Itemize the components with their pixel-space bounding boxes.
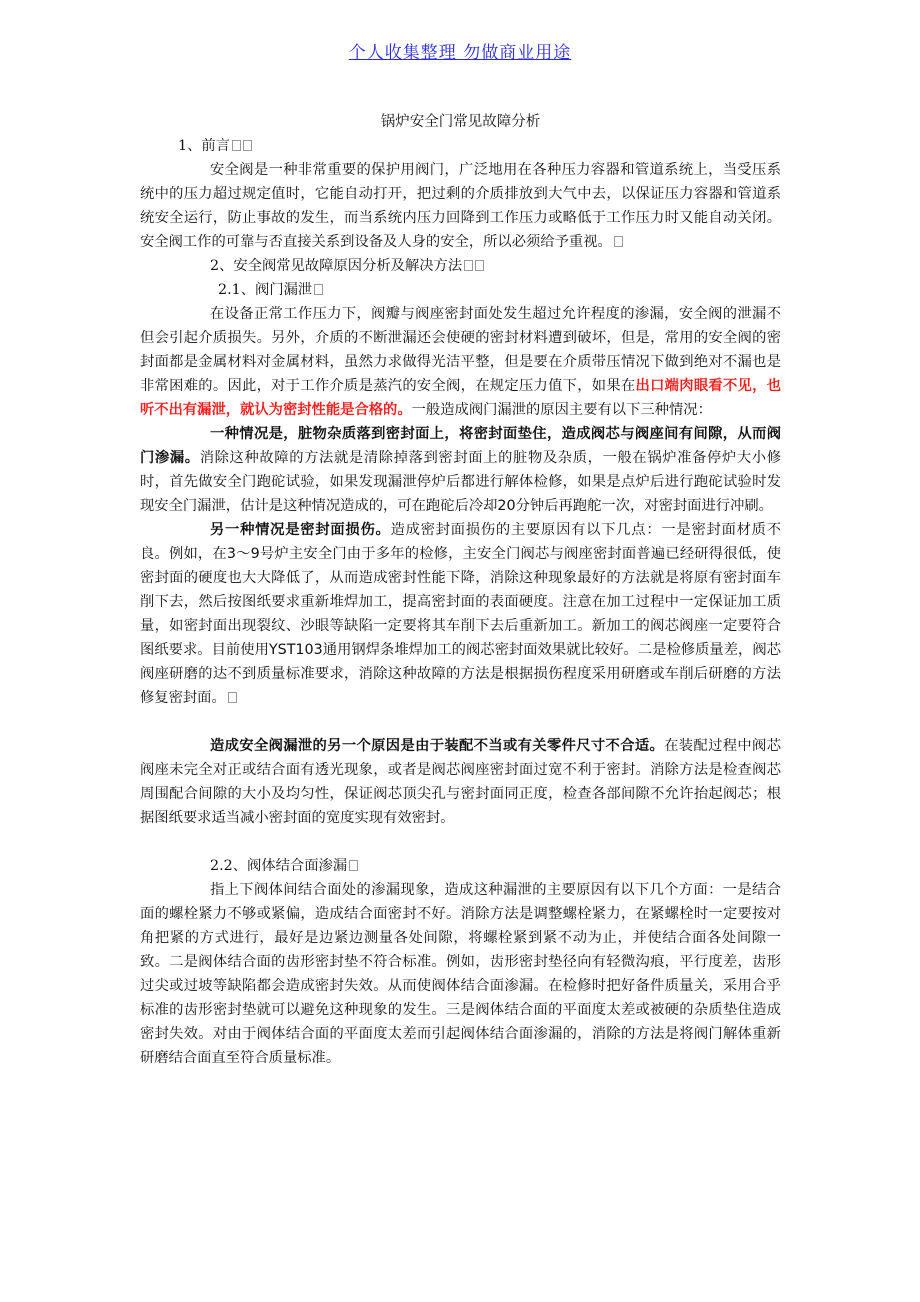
placeholder-glyph-icon [349, 860, 358, 871]
number-text: 3～9 [226, 546, 260, 562]
number-text: 20 [497, 498, 516, 514]
placeholder-glyph-icon [475, 260, 484, 271]
section-2-1-paragraph-2 [140, 422, 781, 518]
section-1-heading [140, 134, 781, 158]
section-2-2-heading [140, 854, 781, 878]
paragraph-text: 在设备正常工作压力下，阀瓣与阀座密封面处发生超过允许程度的渗漏，安全阀的泄漏不但会引起介质损失。另外，介质的不断泄漏还会使硬的密封材料遭到破坏，但是，常用的安全阀的密封面都是金属材料对金属材料，虽然力求做得光洁平整，但是要在介质带压情况下做到绝对不漏也是非常困难的。因此，对于工作介质是蒸汽的安全阀，在规定压力值下，如果在 [140, 306, 781, 394]
bold-lead-text: 造成安全阀漏泄的另一个原因是由于装配不当或有关零件尺寸不合适。 [210, 738, 665, 754]
document-title: 锅炉安全门常见故障分析 [380, 114, 541, 130]
document-body [140, 110, 781, 1070]
section-2-2-heading-text: 2.2、阀体结合面渗漏 [210, 858, 348, 874]
spacer [140, 830, 781, 854]
section-2-1-heading [140, 278, 781, 302]
bold-lead-text: 一种情况是，脏物杂质落到密封面上，将密封面垫住，造成阀芯与阀座间有间隙，从而阀门渗漏。 [140, 426, 781, 466]
placeholder-glyph-icon [232, 140, 241, 151]
section-2-1-paragraph-1 [140, 302, 781, 422]
section-2-heading-text: 2、安全阀常见故障原因分析及解决方法 [210, 258, 463, 274]
code-text: YST103 [268, 642, 323, 658]
paragraph-text: 消除这种故障的方法就是清除掉落到密封面上的脏物及杂质，一般在锅炉准备停炉大小修时，首先做安全门跑砣试验，如果发现漏泄停炉后都进行解体检修，如果是点炉后进行跑砣试验时发现安全门漏泄，估计是这种情况造成的，可在跑砣后冷却 [140, 450, 781, 514]
placeholder-glyph-icon [314, 284, 323, 295]
paragraph-text: 号炉主安全门由于多年的检修，主安全门阀芯与阀座密封面普遍已经研得很低，使密封面的硬度也大大降低了，从而造成密封性能下降，消除这种现象最好的方法就是将原有密封面车削下去，然后按图纸要求重新堆焊加工，提高密封面的表面硬度。注意在加工过程中一定保证加工质量，如密封面出现裂纹、沙眼等缺陷一定要将其车削下去后重新加工。新加工的阀芯阀座一定要符合图纸要求。目前使用 [140, 546, 782, 658]
section-1-paragraph-text: 安全阀是一种非常重要的保护用阀门，广泛地用在各种压力容器和管道系统上，当受压系统中的压力超过规定值时，它能自动打开，把过剩的介质排放到大气中去，以保证压力容器和管道系统安全运行，防止事故的发生，而当系统内压力回降到工作压力或略低于工作压力时又能自动关闭。安全阀工作的可靠与否直接关系到设备及人身的安全，所以必须给予重视。 [140, 162, 781, 250]
bold-lead-text: 另一种情况是密封面损伤。 [210, 522, 391, 538]
section-2-1-paragraph-3 [140, 518, 781, 710]
paragraph-text: 在装配过程中阀芯阀座未完全对正或结合面有透光现象，或者是阀芯阀座密封面过宽不利于密封。消除方法是检查阀芯周围配合间隙的大小及均匀性，保证阀芯顶尖孔与密封面同正度，检查各部间隙不允许抬起阀芯；根据图纸要求适当减小密封面的宽度实现有效密封。 [140, 738, 782, 826]
paragraph-text: 造成密封面损伤的主要原因有以下几点：一是密封面材质不良。例如，在 [140, 522, 782, 562]
paragraph-text: 分钟后再跑舵一次，对密封面进行冲刷。 [515, 498, 773, 514]
highlighted-text: 出口端肉眼看不见，也听不出有漏泄，就认为密封性能是合格的。 [140, 378, 781, 418]
paragraph-text: 一般造成阀门漏泄的原因主要有以下三种情况： [411, 402, 712, 418]
section-1-heading-text: 1、前言 [178, 138, 230, 154]
section-2-heading [140, 254, 781, 278]
section-2-1-heading-text: 2.1、阀门漏泄 [218, 282, 313, 298]
placeholder-glyph-icon [243, 140, 252, 151]
page-header: 个人收集整理 勿做商业用途 [348, 43, 572, 63]
section-1-paragraph [140, 158, 781, 254]
paragraph-text: 通用钢焊条堆焊加工的阀芯密封面效果就比较好。二是检修质量差，阀芯阀座研磨的达不到质量标准要求，消除这种故障的方法是根据损伤程度采用研磨或车削后研磨的方法修复密封面。 [140, 642, 781, 706]
section-2-2-paragraph-1 [140, 878, 781, 1070]
placeholder-glyph-icon [228, 692, 237, 703]
section-2-1-paragraph-4 [140, 734, 781, 830]
placeholder-glyph-icon [614, 236, 623, 247]
paragraph-text: 指上下阀体间结合面处的渗漏现象，造成这种漏泄的主要原因有以下几个方面：一是结合面的螺栓紧力不够或紧偏，造成结合面密封不好。消除方法是调整螺栓紧力，在紧螺栓时一定要按对角把紧的方式进行，最好是边紧边测量各处间隙，将螺栓紧到紧不动为止，并使结合面各处间隙一致。二是阀体结合面的齿形密封垫不符合标准。例如，齿形密封垫径向有轻微沟痕，平行度差，齿形过尖或过坡等缺陷都会造成密封失效。从而使阀体结合面渗漏。在检修时把好备件质量关，采用合乎标准的齿形密封垫就可以避免这种现象的发生。三是阀体结合面的平面度太差或被硬的杂质垫住造成密封失效。对由于阀体结合面的平面度太差而引起阀体结合面渗漏的，消除的方法是将阀门解体重新研磨结合面直至符合质量标准。 [140, 882, 781, 1066]
spacer [140, 710, 781, 734]
placeholder-glyph-icon [464, 260, 473, 271]
